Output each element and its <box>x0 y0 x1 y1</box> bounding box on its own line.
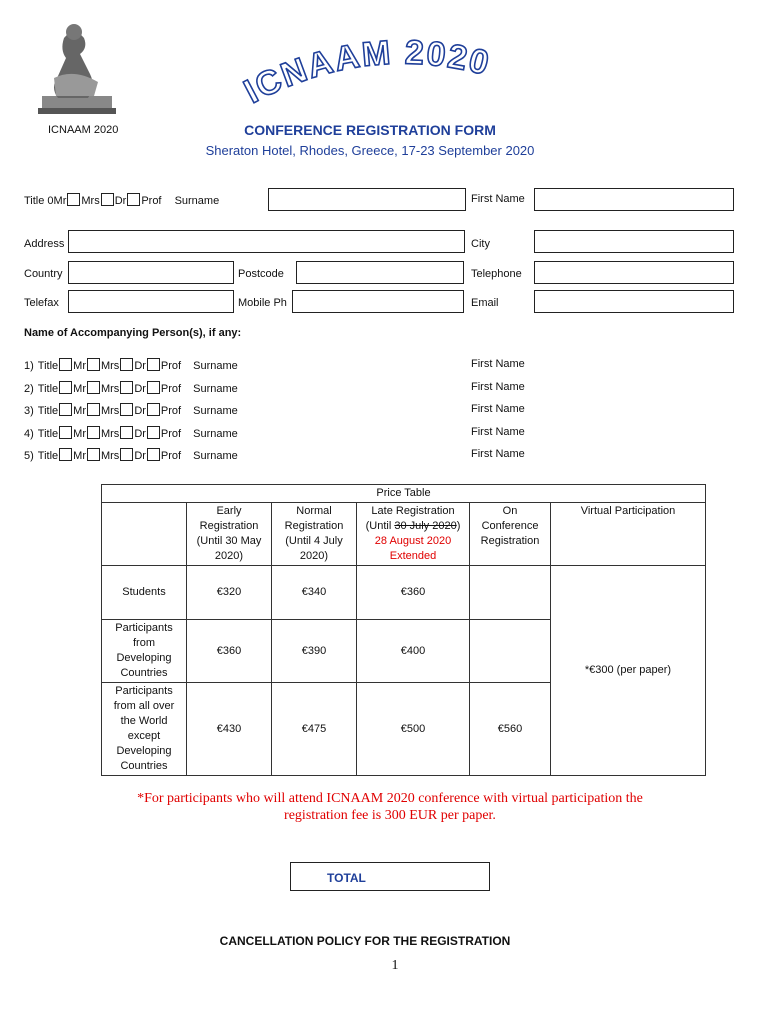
title-prefix: Title 0Mr <box>24 195 67 207</box>
row-number: 2) <box>24 383 34 395</box>
mobile-field[interactable] <box>292 290 464 313</box>
email-field[interactable] <box>534 290 734 313</box>
header-blank <box>102 503 187 566</box>
struck-date: 30 July 2020 <box>394 520 457 532</box>
title-checkbox[interactable] <box>59 426 72 439</box>
statue-logo-icon <box>24 18 124 118</box>
accompanying-row <box>24 426 238 440</box>
title-option-label: Prof <box>160 405 182 417</box>
brand-label: ICNAAM 2020 <box>48 124 119 136</box>
title-checkbox[interactable] <box>59 448 72 461</box>
price-cell <box>470 620 551 683</box>
accompanying-row <box>24 403 238 417</box>
title-row <box>24 193 219 207</box>
title-checkbox[interactable] <box>120 403 133 416</box>
title-option-label: Mrs <box>100 428 120 440</box>
prof-label: Prof <box>141 195 162 207</box>
country-field[interactable] <box>68 261 234 284</box>
title-option-label: Prof <box>160 428 182 440</box>
price-cell: €500 <box>357 683 470 776</box>
surname-label: Surname <box>174 195 220 207</box>
mrs-checkbox[interactable] <box>67 193 80 206</box>
title-label: Title <box>37 360 59 372</box>
title-option-label: Dr <box>134 383 146 395</box>
address-label: Address <box>24 238 65 250</box>
title-option-label: Mrs <box>100 360 120 372</box>
title-checkbox[interactable] <box>87 381 100 394</box>
title-option-label: Mrs <box>100 383 120 395</box>
virtual-note: *For participants who will attend ICNAAM 2020 conference with virtual participation the registration fee is 300 EUR per paper. <box>137 791 643 823</box>
virtual-price-cell: *€300 (per paper) <box>551 566 706 776</box>
title-option-label: Dr <box>134 450 146 462</box>
surname-label: Surname <box>193 450 238 462</box>
price-cell <box>470 566 551 620</box>
address-field[interactable] <box>68 230 465 253</box>
price-cell: €400 <box>357 620 470 683</box>
email-label: Email <box>471 297 499 309</box>
price-cell: €320 <box>187 566 272 620</box>
accompanying-row <box>24 381 238 395</box>
telephone-label: Telephone <box>471 268 522 280</box>
title-option-label: Prof <box>160 383 182 395</box>
price-table <box>101 484 706 776</box>
mrs-label: Mrs <box>81 195 100 207</box>
title-label: Title <box>37 428 59 440</box>
title-option-label: Prof <box>160 450 182 462</box>
header-normal: Normal Registration (Until 4 July 2020) <box>272 503 357 566</box>
header-onsite: On Conference Registration <box>470 503 551 566</box>
price-cell: €430 <box>187 683 272 776</box>
title-checkbox[interactable] <box>59 403 72 416</box>
row-label-world: Participants from all over the World except Developing Countries <box>102 683 187 776</box>
price-cell: €360 <box>357 566 470 620</box>
table-row <box>102 566 706 620</box>
title-option-label: Mrs <box>100 405 120 417</box>
row-number: 1) <box>24 360 34 372</box>
telefax-field[interactable] <box>68 290 234 313</box>
dr-checkbox[interactable] <box>101 193 114 206</box>
price-cell: €390 <box>272 620 357 683</box>
title-checkbox[interactable] <box>147 403 160 416</box>
title-checkbox[interactable] <box>59 381 72 394</box>
extended-label: Extended <box>389 550 437 562</box>
cancellation-heading: CANCELLATION POLICY FOR THE REGISTRATION <box>219 934 511 948</box>
accompanying-row <box>24 448 238 462</box>
first-name-label: First Name <box>471 193 525 205</box>
title-option-label: Dr <box>134 405 146 417</box>
page-number: 1 <box>391 958 399 973</box>
surname-label: Surname <box>193 360 238 372</box>
telephone-field[interactable] <box>534 261 734 284</box>
form-subtitle: Sheraton Hotel, Rhodes, Greece, 17-23 September 2020 <box>205 143 535 158</box>
price-cell: €360 <box>187 620 272 683</box>
title-label: Title <box>37 405 59 417</box>
total-label: TOTAL <box>327 871 366 885</box>
extended-date: 28 August 2020 <box>374 535 452 547</box>
total-field[interactable] <box>290 862 490 891</box>
first-name-label: First Name <box>471 426 525 438</box>
surname-label: Surname <box>193 383 238 395</box>
title-option-label: Mr <box>73 383 86 395</box>
title-label: Title <box>37 383 59 395</box>
svg-text:ICNAAM 2020 <box>238 38 494 108</box>
first-name-field[interactable] <box>534 188 734 211</box>
title-option-label: Mr <box>73 405 86 417</box>
title-checkbox[interactable] <box>120 381 133 394</box>
price-cell: €340 <box>272 566 357 620</box>
title-option-label: Mrs <box>100 450 120 462</box>
prof-checkbox[interactable] <box>127 193 140 206</box>
title-checkbox[interactable] <box>147 448 160 461</box>
surname-label: Surname <box>193 405 238 417</box>
row-label-students: Students <box>102 566 187 620</box>
country-label: Country <box>24 268 63 280</box>
price-cell: €560 <box>470 683 551 776</box>
title-option-label: Dr <box>134 428 146 440</box>
postcode-field[interactable] <box>296 261 464 284</box>
accompanying-heading: Name of Accompanying Person(s), if any: <box>24 327 242 339</box>
title-checkbox[interactable] <box>87 426 100 439</box>
surname-label: Surname <box>193 428 238 440</box>
first-name-label: First Name <box>471 448 525 460</box>
title-checkbox[interactable] <box>120 426 133 439</box>
title-checkbox[interactable] <box>87 448 100 461</box>
row-number: 3) <box>24 405 34 417</box>
title-checkbox[interactable] <box>87 358 100 371</box>
title-option-label: Dr <box>134 360 146 372</box>
header-virtual: Virtual Participation <box>551 503 706 566</box>
title-checkbox[interactable] <box>147 426 160 439</box>
first-name-label: First Name <box>471 358 525 370</box>
row-number: 5) <box>24 450 34 462</box>
form-title: CONFERENCE REGISTRATION FORM <box>244 122 496 138</box>
title-option-label: Mr <box>73 450 86 462</box>
mobile-label: Mobile Ph <box>238 297 287 309</box>
first-name-label: First Name <box>471 381 525 393</box>
title-label: Title <box>37 450 59 462</box>
dr-label: Dr <box>114 195 127 207</box>
surname-field[interactable] <box>268 188 466 211</box>
title-checkbox[interactable] <box>147 381 160 394</box>
city-field[interactable] <box>534 230 734 253</box>
title-checkbox[interactable] <box>59 358 72 371</box>
price-table-caption: Price Table <box>102 485 706 503</box>
title-option-label: Prof <box>160 360 182 372</box>
title-checkbox[interactable] <box>120 358 133 371</box>
title-checkbox[interactable] <box>147 358 160 371</box>
postcode-label: Postcode <box>238 268 284 280</box>
title-option-label: Mr <box>73 360 86 372</box>
telefax-label: Telefax <box>24 297 59 309</box>
row-number: 4) <box>24 428 34 440</box>
header-late: Late Registration (Until 30 July 2020) 28 August 2020 Extended <box>357 503 470 566</box>
accompanying-row <box>24 358 238 372</box>
price-cell: €475 <box>272 683 357 776</box>
icnaam-logo-icon <box>238 38 543 108</box>
title-checkbox[interactable] <box>120 448 133 461</box>
logo-text: ICNAAM 2020 <box>238 38 495 108</box>
header-early: Early Registration (Until 30 May 2020) <box>187 503 272 566</box>
title-option-label: Mr <box>73 428 86 440</box>
city-label: City <box>471 238 490 250</box>
row-label-developing: Participants from Developing Countries <box>102 620 187 683</box>
first-name-label: First Name <box>471 403 525 415</box>
title-checkbox[interactable] <box>87 403 100 416</box>
